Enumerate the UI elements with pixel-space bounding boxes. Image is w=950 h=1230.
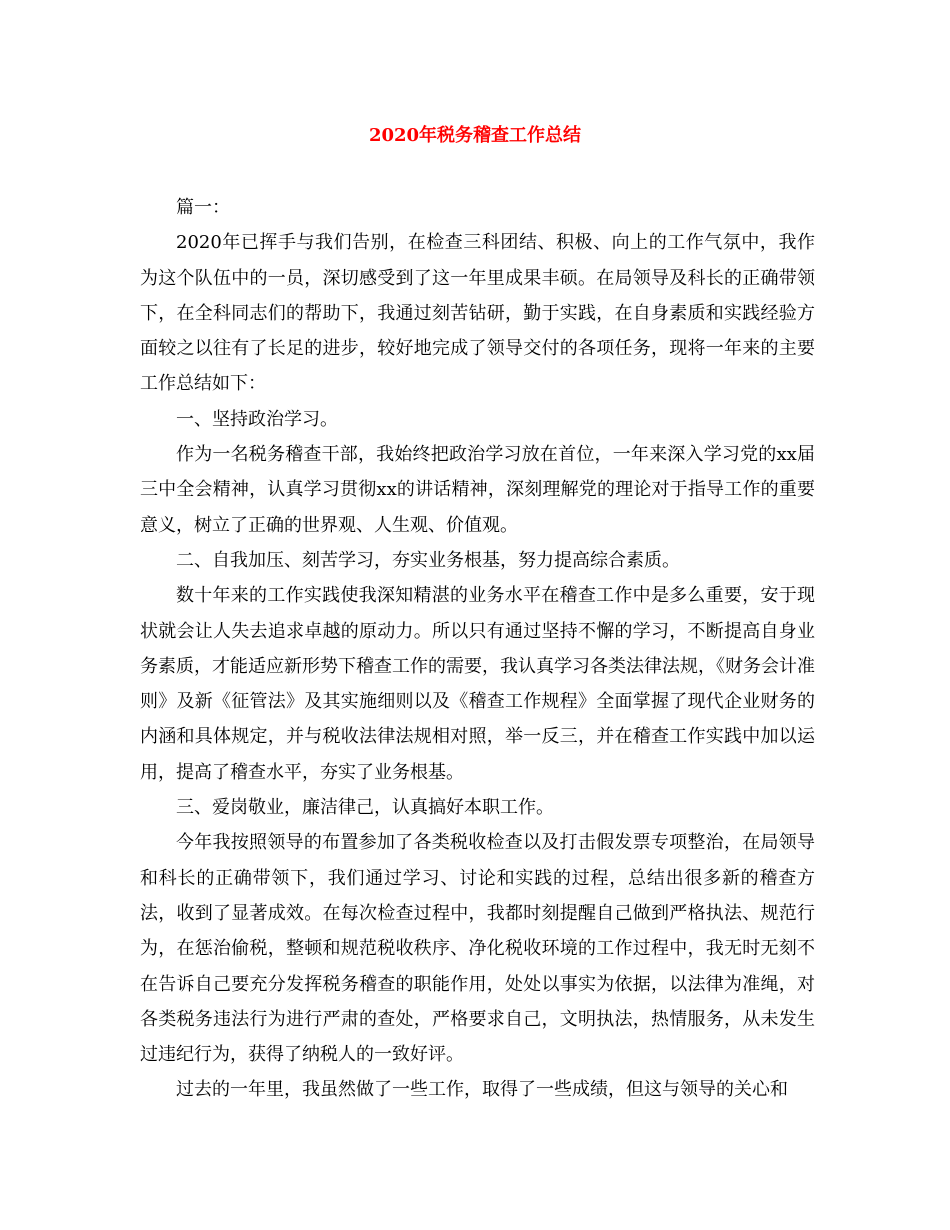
paragraph-part-one-label: 篇一： (176, 197, 230, 218)
heading-section-two: 二、自我加压、刻苦学习，夯实业务根基，努力提高综合素质。 (176, 549, 680, 571)
paragraph-closing: 过去的一年里，我虽然做了一些工作，取得了一些成绩，但这与领导的关心和 (176, 1079, 788, 1101)
paragraph-section-two: 数十年来的工作实践使我深知精湛的业务水平在稽查工作中是多么重要，安于现状就会让人失去追求卓越的原动力。所以只有通过坚持不懈的学习，不断提高自身业务素质，才能适应新形势下稽查工作的需要，我认真学习各类法律法规，《财务会计准则》及新《征管法》及其实施细则以及《稽查工作规程》全面掌握了现代企业财务的内涵和具体规定，并与税收法律法规相对照，举一反三，并在稽查工作实践中加以运用，提高了稽查水平，夯实了业务根基。 (140, 585, 815, 783)
paragraph-section-three: 今年我按照领导的布置参加了各类税收检查以及打击假发票专项整治，在局领导和科长的正确带领下，我们通过学习、讨论和实践的过程，总结出很多新的稽查方法，收到了显著成效。在每次检查过程中，我都时刻提醒自己做到严格执法、规范行为，在惩治偷税，整顿和规范税收秩序、净化税收环境的工作过程中，我无时无刻不在告诉自己要充分发挥税务稽查的职能作用，处处以事实为依据，以法律为准绳，对各类税务违法行为进行严肃的查处，严格要求自己，文明执法，热情服务，从未发生过违纪行为，获得了纳税人的一致好评。 (140, 832, 815, 1066)
document-title: 2020年税务稽查工作总结 (368, 125, 582, 146)
document-body (140, 190, 815, 1108)
heading-section-one: 一、坚持政治学习。 (176, 408, 338, 430)
heading-section-three: 三、爱岗敬业，廉洁律己，认真搞好本职工作。 (176, 797, 554, 819)
paragraph-intro: 2020年已挥手与我们告别，在检查三科团结、积极、向上的工作气氛中，我作为这个队伍中的一员，深切感受到了这一年里成果丰硕。在局领导及科长的正确带领下，在全科同志们的帮助下，我通过刻苦钻研，勤于实践，在自身素质和实践经验方面较之以往有了长足的进步，较好地完成了领导交付的各项任务，现将一年来的主要工作总结如下： (140, 232, 815, 395)
paragraph-section-one: 作为一名税务稽查干部，我始终把政治学习放在首位，一年来深入学习党的xx届三中全会精神，认真学习贯彻xx的讲话精神，深刻理解党的理论对于指导工作的重要意义，树立了正确的世界观、人生观、价值观。 (140, 444, 815, 536)
